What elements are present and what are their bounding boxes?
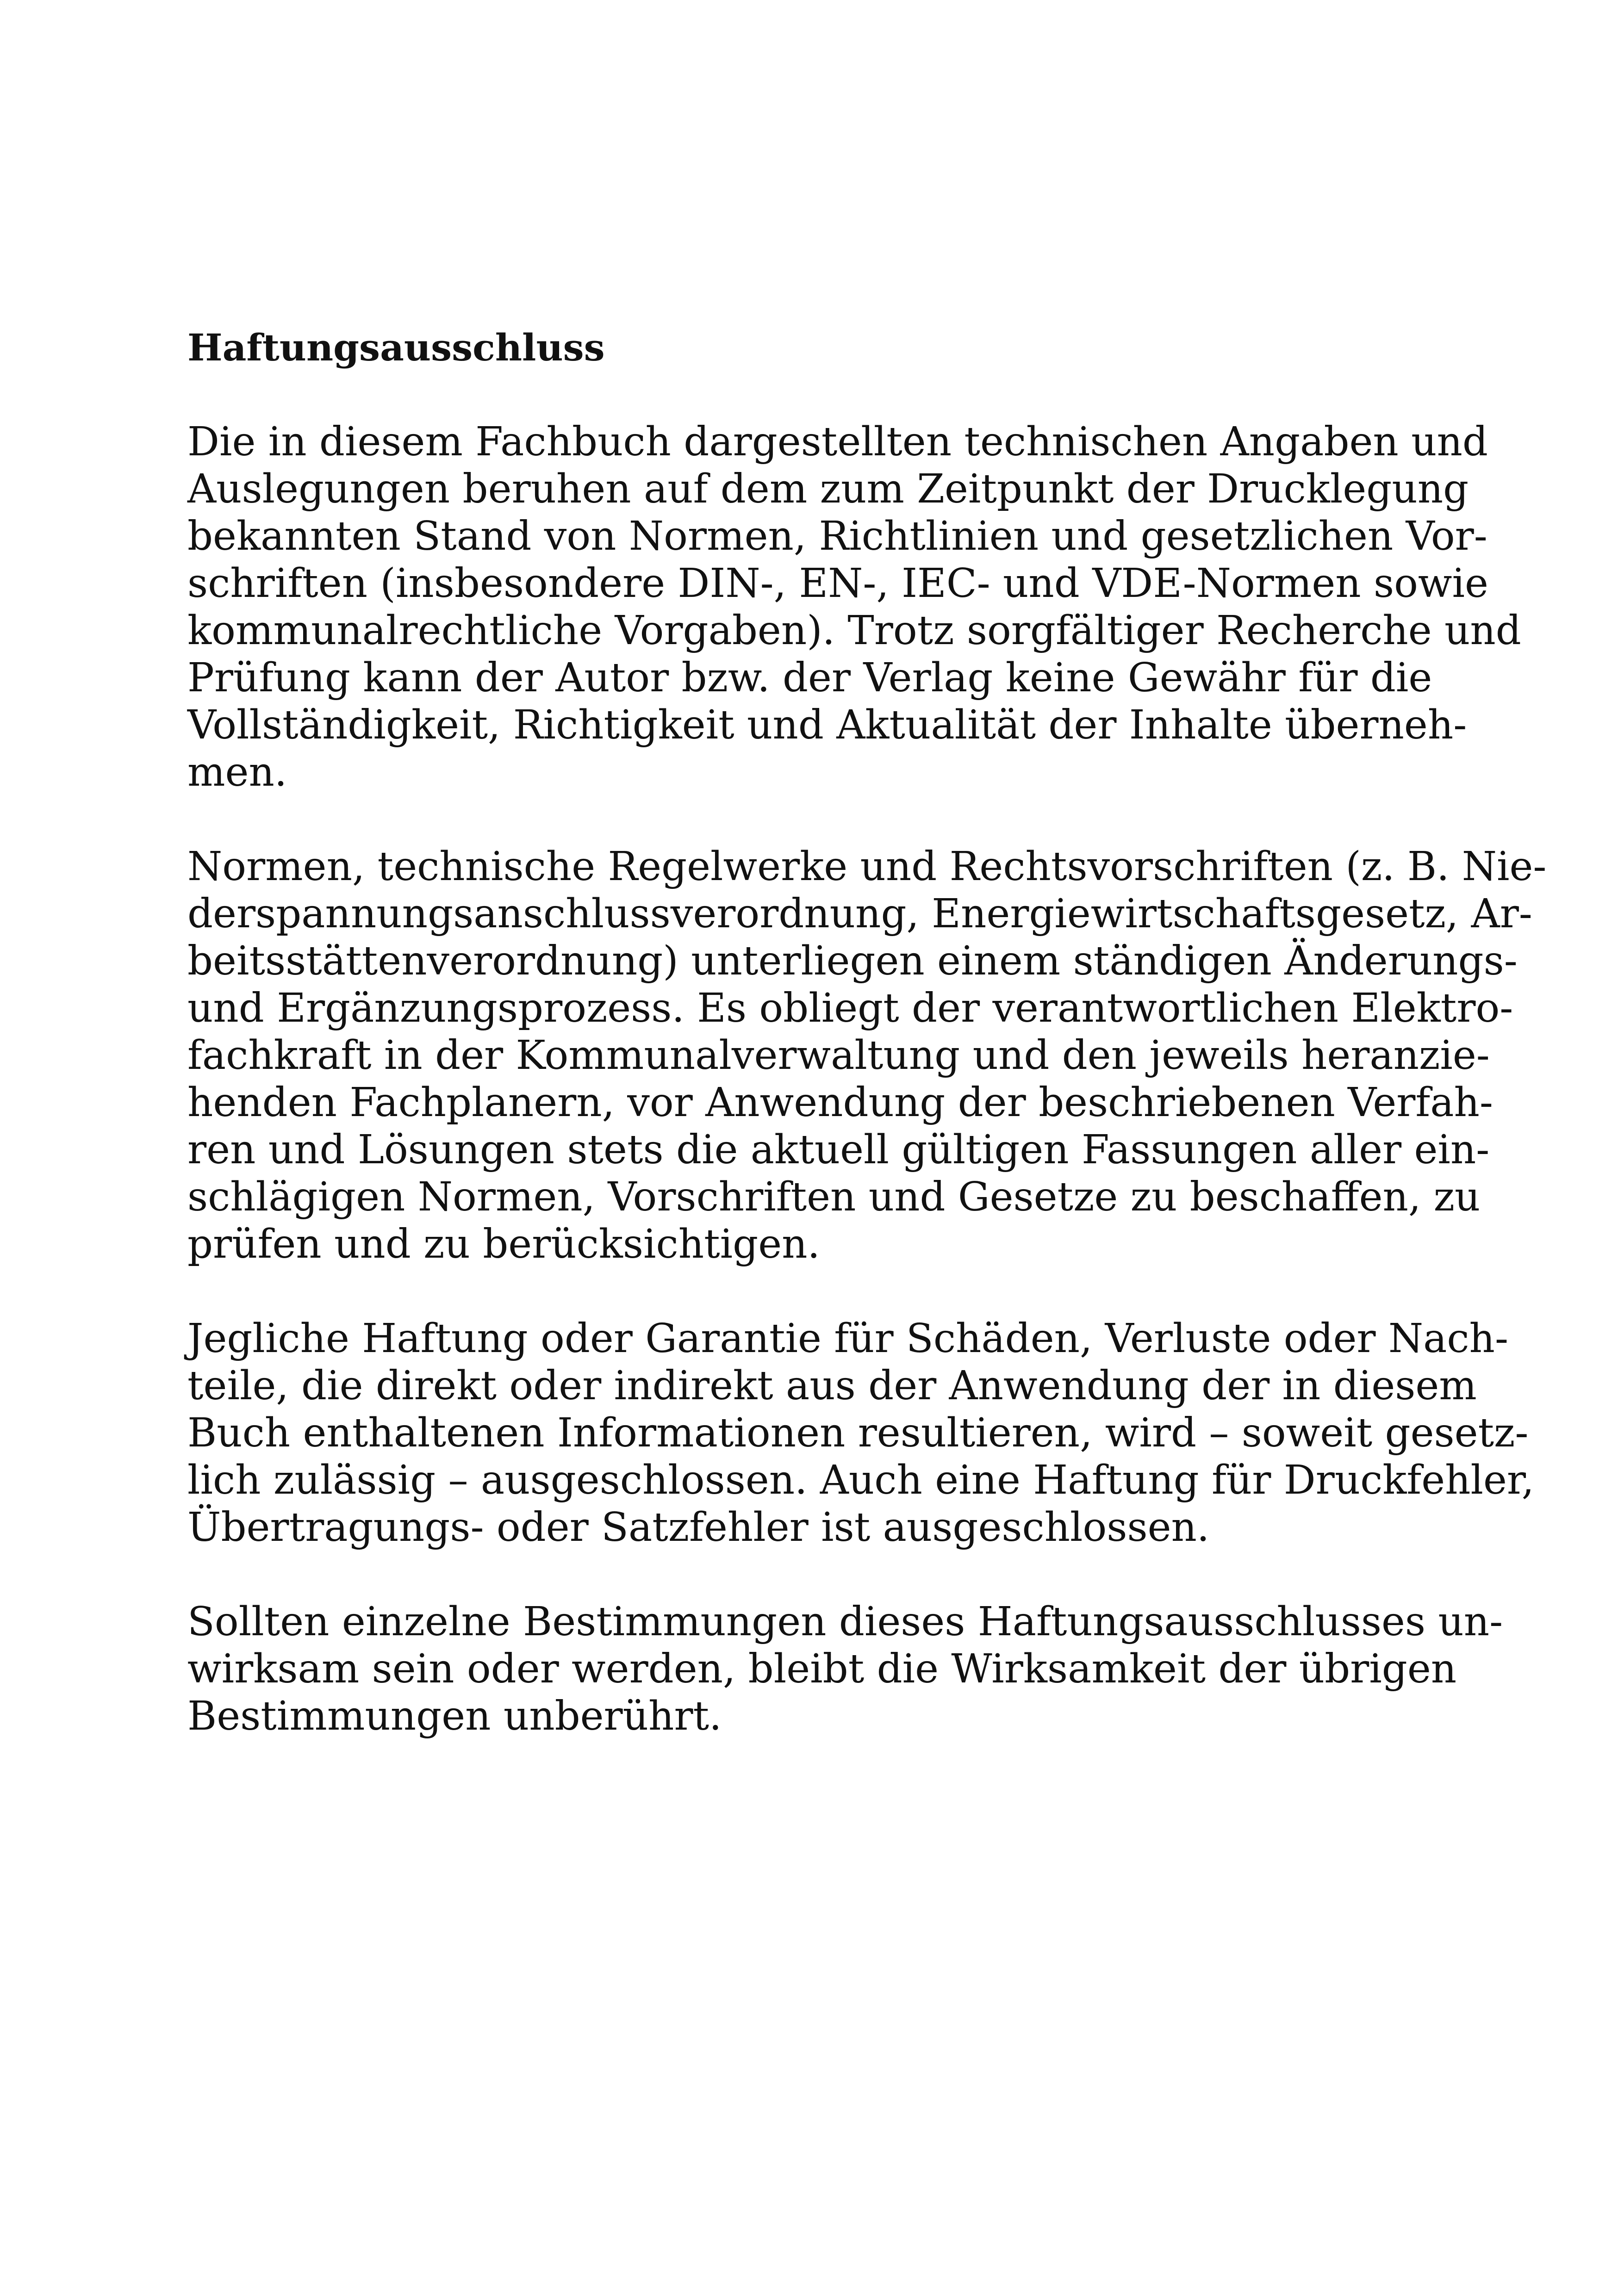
paragraph-line: Buch enthaltenen Informationen resultieren, wird – soweit gesetz- [187,1410,1529,1456]
paragraph-line: Bestimmungen unberührt. [187,1693,722,1739]
document-body [187,324,1547,1787]
paragraph-line: Normen, technische Regelwerke und Rechtsvorschriften (z. B. Nie- [187,844,1547,890]
paragraph-1 [187,418,1521,796]
paragraph-line: prüfen und zu berücksichtigen. [187,1221,820,1267]
paragraph-line: kommunalrechtliche Vorgaben). Trotz sorgfältiger Recherche und [187,608,1521,654]
paragraph-line: lich zulässig – ausgeschlossen. Auch eine Haftung für Druckfehler, [187,1457,1534,1503]
paragraph-line: Prüfung kann der Autor bzw. der Verlag keine Gewähr für die [187,655,1432,701]
paragraph-line: schlägigen Normen, Vorschriften und Gesetze zu beschaffen, zu [187,1174,1481,1220]
paragraph-line: Vollständigkeit, Richtigkeit und Aktualität der Inhalte überneh- [187,702,1467,748]
paragraph-4 [187,1598,1503,1740]
paragraph-line: bekannten Stand von Normen, Richtlinien und gesetzlichen Vor- [187,513,1487,559]
paragraph-line: Jegliche Haftung oder Garantie für Schäden, Verluste oder Nach- [187,1316,1508,1362]
paragraph-3 [187,1315,1534,1551]
page-title: Haftungsausschluss [187,326,605,369]
paragraph-line: men. [187,749,287,795]
paragraph-line: Übertragungs- oder Satzfehler ist ausgeschlossen. [187,1504,1210,1551]
paragraph-line: derspannungsanschlussverordnung, Energiewirtschaftsgesetz, Ar- [187,891,1532,937]
paragraph-line: teile, die direkt oder indirekt aus der Anwendung der in diesem [187,1363,1477,1409]
paragraph-line: henden Fachplanern, vor Anwendung der beschriebenen Verfah- [187,1080,1493,1126]
paragraph-2 [187,843,1547,1268]
paragraph-line: fachkraft in der Kommunalverwaltung und den jeweils heranzie- [187,1032,1490,1079]
paragraph-line: Auslegungen beruhen auf dem zum Zeitpunkt der Drucklegung [187,466,1469,512]
paragraph-line: und Ergänzungsprozess. Es obliegt der verantwortlichen Elektro- [187,985,1513,1031]
paragraph-line: schriften (insbesondere DIN-, EN-, IEC- und VDE-Normen sowie [187,560,1488,607]
paragraph-line: Die in diesem Fachbuch dargestellten technischen Angaben und [187,419,1488,465]
paragraph-line: beitsstättenverordnung) unterliegen einem ständigen Änderungs- [187,938,1518,984]
paragraph-line: Sollten einzelne Bestimmungen dieses Haftungsausschlusses un- [187,1599,1503,1645]
paragraph-line: ren und Lösungen stets die aktuell gültigen Fassungen aller ein- [187,1127,1490,1173]
paragraph-line: wirksam sein oder werden, bleibt die Wirksamkeit der übrigen [187,1646,1457,1692]
